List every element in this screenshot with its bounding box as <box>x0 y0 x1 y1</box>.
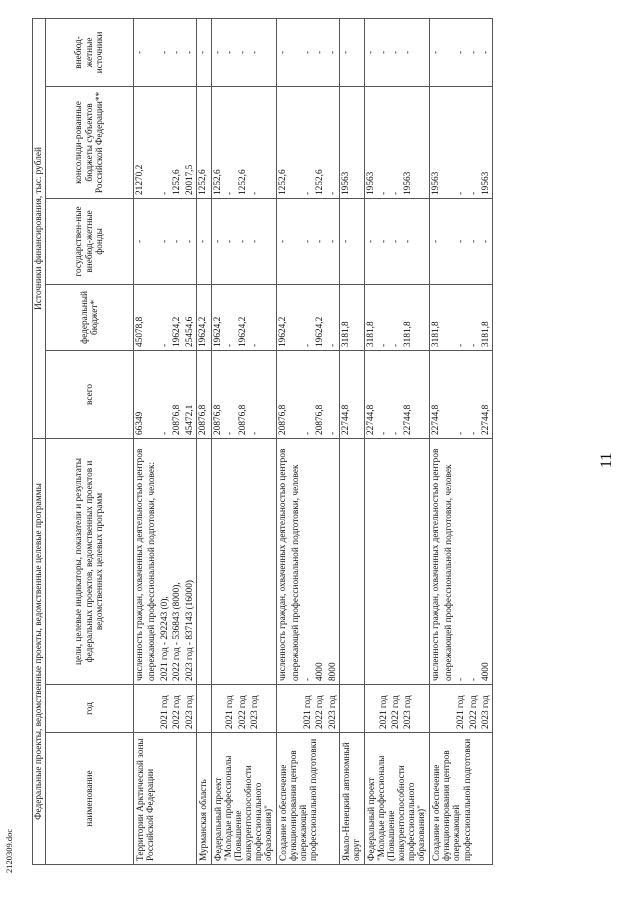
cell-regional-line: - <box>391 191 401 195</box>
header-federal: федеральный бюджет* <box>46 284 134 350</box>
cell-total <box>430 350 493 438</box>
cell-regional-line: - <box>225 191 236 195</box>
cell-total-line: 20876,8 <box>315 404 326 435</box>
cell-federal-line: 19624,2 <box>172 316 183 347</box>
row-name-text: Федеральный проект "Молодые профессионалы (Повышение конкурентоспособности профессионального образования)" <box>367 755 428 861</box>
cell-years-line: 2023 год <box>403 695 414 729</box>
cell-regional-line: 19563 <box>366 171 377 195</box>
header-row-columns <box>46 18 134 864</box>
cell-extra <box>340 18 365 86</box>
cell-goals-line <box>212 439 224 684</box>
cell-state-funds-line: - <box>172 239 183 244</box>
cell-extra-line: - <box>159 50 170 54</box>
row-name-text: Создание и обеспечение функционирования центров опережающей профессиональной подготовки <box>432 738 473 861</box>
cell-extra-line: - <box>378 50 389 54</box>
cell-state-funds-line: - <box>456 239 467 244</box>
cell-goals <box>134 438 197 684</box>
cell-state-funds-line: - <box>184 239 195 244</box>
cell-goals-line <box>249 439 261 684</box>
cell-extra-line: - <box>341 50 352 54</box>
cell-federal-line <box>443 285 455 350</box>
cell-regional-line: 19563 <box>341 171 352 195</box>
cell-extra-line: - <box>327 50 338 54</box>
cell-federal-line: - <box>225 343 236 347</box>
cell-federal <box>134 284 197 350</box>
cell-extra-line: - <box>431 50 442 54</box>
cell-years <box>212 685 277 733</box>
cell-goals <box>365 438 430 684</box>
cell-federal-line: 45078,8 <box>135 316 146 347</box>
cell-state-funds-line: - <box>403 239 414 244</box>
cell-goals-line: - <box>468 677 479 681</box>
cell-federal <box>212 284 277 350</box>
cell-federal <box>365 284 430 350</box>
cell-regional-line: 21270,2 <box>135 164 146 195</box>
cell-extra-line: - <box>456 50 467 54</box>
cell-goals <box>196 438 211 684</box>
cell-regional-line: 19563 <box>403 171 414 195</box>
cell-goals-line: численность граждан, охваченных деятельностью центров <box>431 448 442 681</box>
cell-regional-line: - <box>250 191 261 195</box>
table-row <box>365 18 430 864</box>
cell-federal-line: - <box>159 343 170 347</box>
cell-goals-line <box>390 439 402 684</box>
cell-federal-line: - <box>327 343 338 347</box>
cell-goals-line: опережающей профессиональной подготовки, человек <box>443 464 454 681</box>
cell-total-line: - <box>225 431 236 435</box>
cell-total-line: - <box>159 431 170 435</box>
cell-regional-line <box>146 87 158 198</box>
cell-state-funds-line: - <box>302 239 313 244</box>
cell-goals-line: опережающей профессиональной подготовки, человек <box>290 464 301 681</box>
cell-state-funds-line: - <box>278 239 289 244</box>
cell-total <box>277 350 340 438</box>
cell-state-funds-line: - <box>250 239 261 244</box>
cell-state-funds-line <box>146 199 158 284</box>
cell-extra-line <box>443 19 455 86</box>
cell-state-funds-line: - <box>237 239 248 244</box>
cell-regional-line: 19563 <box>431 171 442 195</box>
header-group-sources: Источники финансирования, тыс. рублей <box>33 18 46 438</box>
cell-extra-line <box>146 19 158 86</box>
cell-total-line: - <box>250 431 261 435</box>
cell-years-line <box>277 685 289 732</box>
cell-regional-line: 1252,6 <box>197 169 208 195</box>
cell-years-line: 2022 год <box>172 695 183 729</box>
cell-regional-line: 1252,6 <box>237 169 248 195</box>
cell-goals-line <box>378 439 390 684</box>
table-row <box>430 18 493 864</box>
cell-name <box>340 733 365 865</box>
cell-federal <box>340 284 365 350</box>
cell-state-funds-line: - <box>391 239 401 244</box>
cell-total-line <box>443 351 455 438</box>
cell-federal-line: 19624,2 <box>278 316 289 347</box>
cell-regional <box>212 86 277 198</box>
cell-state-funds-line: - <box>213 239 224 244</box>
header-name: наименование <box>46 733 134 865</box>
cell-extra-line: - <box>468 50 479 54</box>
cell-years-line <box>430 685 442 732</box>
cell-total-line: - <box>456 431 467 435</box>
cell-extra-line: - <box>391 50 401 54</box>
cell-name <box>277 733 340 865</box>
cell-years-line: 2023 год <box>480 695 491 729</box>
cell-state-funds-line: - <box>159 239 170 244</box>
cell-extra-line: - <box>225 50 236 54</box>
header-extra: внебюд-жетные источники <box>46 18 134 86</box>
row-name-text: Ямало-Ненецкий автономный округ <box>342 742 363 861</box>
cell-total-line: - <box>391 431 401 435</box>
cell-total <box>134 350 197 438</box>
cell-state-funds-line: - <box>378 239 389 244</box>
cell-years-line <box>443 685 455 732</box>
cell-goals <box>277 438 340 684</box>
cell-regional <box>134 86 197 198</box>
cell-regional-line: 1252,6 <box>172 169 183 195</box>
cell-regional-line: 1252,6 <box>315 169 326 195</box>
cell-goals-line: - <box>302 677 313 681</box>
table-row <box>212 18 277 864</box>
cell-extra <box>212 18 277 86</box>
cell-name <box>212 733 277 865</box>
cell-extra <box>365 18 430 86</box>
cell-regional-line: - <box>302 191 313 195</box>
cell-state-funds-line: - <box>480 239 491 244</box>
cell-goals-line <box>237 439 249 684</box>
cell-federal-line: 3181,8 <box>431 321 442 347</box>
cell-regional <box>365 86 430 198</box>
header-year: год <box>46 685 134 733</box>
cell-state-funds <box>277 198 340 284</box>
cell-state-funds-line: - <box>197 239 208 244</box>
cell-total-line: 22744,8 <box>431 404 442 435</box>
cell-federal-line: 19624,2 <box>213 316 224 347</box>
cell-goals-line: 2021 год - 292243 (0), <box>159 596 170 681</box>
cell-goals-line: 4000 <box>315 662 326 681</box>
cell-total <box>365 350 430 438</box>
header-group-programs: Федеральные проекты, ведомственные проекты, ведомственные целевые программы <box>33 438 46 864</box>
cell-total <box>196 350 211 438</box>
cell-extra-line: - <box>315 50 326 54</box>
cell-years <box>134 685 197 733</box>
cell-goals-line <box>402 439 414 684</box>
cell-goals-line: численность граждан, охваченных деятельностью центров <box>135 448 146 681</box>
cell-years <box>196 685 211 733</box>
cell-total-line <box>146 351 158 438</box>
cell-federal-line: - <box>250 343 261 347</box>
cell-name <box>430 733 493 865</box>
cell-years-line <box>290 685 302 732</box>
cell-state-funds-line: - <box>366 239 377 244</box>
cell-extra <box>430 18 493 86</box>
cell-extra-line: - <box>403 50 414 54</box>
cell-extra-line: - <box>366 50 377 54</box>
cell-total-line: 20876,8 <box>278 404 289 435</box>
row-name-text: Мурманская область <box>198 779 209 861</box>
cell-extra <box>277 18 340 86</box>
cell-extra <box>134 18 197 86</box>
cell-state-funds-line: - <box>315 239 326 244</box>
cell-goals-line: - <box>456 677 467 681</box>
row-name-text: Создание и обеспечение функционирования центров опережающей профессиональной подготовки <box>279 738 320 861</box>
cell-years <box>430 685 493 733</box>
cell-years-line: 2022 год <box>391 695 401 729</box>
cell-extra <box>196 18 211 86</box>
cell-years-line: 2022 год <box>315 695 326 729</box>
cell-regional <box>430 86 493 198</box>
cell-federal <box>196 284 211 350</box>
page-number: 11 <box>598 452 615 468</box>
cell-total <box>212 350 277 438</box>
cell-years-line <box>197 685 209 732</box>
cell-regional-line: - <box>468 191 479 195</box>
cell-federal-line: - <box>456 343 467 347</box>
cell-regional-line: 1252,6 <box>278 169 289 195</box>
cell-federal-line <box>146 285 158 350</box>
cell-years-line: 2023 год <box>327 695 338 729</box>
cell-total-line: 20876,8 <box>237 404 248 435</box>
cell-federal-line: 19624,2 <box>237 316 248 347</box>
cell-goals-line: опережающей профессиональной подготовки, человек: <box>147 461 158 681</box>
table-row <box>196 18 211 864</box>
cell-regional <box>196 86 211 198</box>
cell-regional <box>340 86 365 198</box>
cell-state-funds <box>212 198 277 284</box>
cell-federal-line: 19624,2 <box>315 316 326 347</box>
cell-state-funds-line: - <box>431 239 442 244</box>
cell-state-funds <box>340 198 365 284</box>
cell-name <box>365 733 430 865</box>
cell-federal-line: 19624,2 <box>197 316 208 347</box>
cell-federal-line: 3181,8 <box>341 321 352 347</box>
cell-state-funds-line <box>290 199 302 284</box>
cell-goals <box>340 438 365 684</box>
cell-goals <box>212 438 277 684</box>
table-row <box>277 18 340 864</box>
cell-goals <box>430 438 493 684</box>
header-total: всего <box>46 350 134 438</box>
cell-state-funds-line: - <box>135 239 146 244</box>
cell-extra-line: - <box>184 50 195 54</box>
cell-extra-line: - <box>480 50 491 54</box>
cell-years-line: 2023 год <box>184 695 195 729</box>
cell-total-line: 66349 <box>135 411 146 435</box>
cell-years-line <box>212 685 224 732</box>
cell-extra-line: - <box>278 50 289 54</box>
cell-years-line <box>146 685 158 732</box>
cell-state-funds <box>134 198 197 284</box>
cell-goals-line <box>197 439 209 684</box>
cell-years <box>365 685 430 733</box>
cell-years-line: 2022 год <box>468 695 479 729</box>
cell-goals-line: 2023 год - 837143 (16000) <box>184 579 195 681</box>
cell-extra-line: - <box>135 50 146 54</box>
header-goals: цели, целевые индикаторы, показатели и результаты федеральных проектов, ведомственных проектов и ведомственных целевых программ <box>46 438 134 684</box>
cell-total-line: - <box>378 431 389 435</box>
cell-state-funds-line: - <box>341 239 352 244</box>
cell-total-line: 22744,8 <box>480 404 491 435</box>
cell-regional-line: - <box>327 191 338 195</box>
cell-federal-line: 25454,6 <box>184 316 195 347</box>
financing-table <box>32 18 493 865</box>
cell-total-line: 22744,8 <box>403 404 414 435</box>
cell-goals-line: 8000 <box>327 662 338 681</box>
cell-federal-line: 3181,8 <box>480 321 491 347</box>
cell-state-funds-line <box>443 199 455 284</box>
cell-years-line: 2021 год <box>302 695 313 729</box>
cell-name <box>134 733 197 865</box>
cell-years-line: 2021 год <box>456 695 467 729</box>
row-name-text: Территории Арктической зоны Российской Федерации <box>136 738 157 861</box>
footer-code: 2120309.doc <box>4 828 14 873</box>
cell-federal-line: - <box>302 343 313 347</box>
cell-total-line <box>290 351 302 438</box>
table-body <box>134 18 493 864</box>
header-regional: консолиди-рованные бюджеты субъектов Российской Федерации** <box>46 86 134 198</box>
cell-regional-line: 19563 <box>480 171 491 195</box>
cell-extra-line: - <box>197 50 208 54</box>
cell-regional-line: 1252,6 <box>213 169 224 195</box>
cell-years-line <box>134 685 146 732</box>
cell-years-line: 2021 год <box>378 695 389 729</box>
cell-years-line: 2023 год <box>250 695 261 729</box>
cell-state-funds <box>365 198 430 284</box>
cell-total-line: 45472,1 <box>184 404 195 435</box>
cell-total <box>340 350 365 438</box>
cell-state-funds <box>196 198 211 284</box>
cell-extra-line: - <box>250 50 261 54</box>
cell-years-line: 2021 год <box>159 695 170 729</box>
cell-federal <box>430 284 493 350</box>
cell-years-line <box>340 685 352 732</box>
cell-state-funds <box>430 198 493 284</box>
cell-state-funds-line: - <box>327 239 338 244</box>
cell-federal-line: - <box>468 343 479 347</box>
cell-goals-line <box>340 439 352 684</box>
cell-state-funds-line: - <box>225 239 236 244</box>
cell-years-line <box>365 685 377 732</box>
cell-extra-line: - <box>213 50 224 54</box>
cell-years <box>277 685 340 733</box>
cell-goals-line: 4000 <box>480 662 491 681</box>
cell-regional-line: 20017,5 <box>184 164 195 195</box>
cell-regional-line: - <box>159 191 170 195</box>
cell-federal-line: - <box>391 343 401 347</box>
table-row <box>340 18 365 864</box>
cell-goals-line: 2022 год - 536843 (8000), <box>172 582 183 681</box>
cell-total-line: 20876,8 <box>172 404 183 435</box>
cell-years <box>340 685 365 733</box>
cell-goals-line: численность граждан, охваченных деятельностью центров <box>278 448 289 681</box>
cell-total-line: - <box>468 431 479 435</box>
cell-total-line: 20876,8 <box>197 404 208 435</box>
table-row <box>134 18 197 864</box>
cell-total-line: 22744,8 <box>341 404 352 435</box>
cell-total-line: - <box>327 431 338 435</box>
cell-extra-line <box>290 19 302 86</box>
cell-extra-line: - <box>172 50 183 54</box>
cell-federal <box>277 284 340 350</box>
cell-state-funds-line: - <box>468 239 479 244</box>
cell-regional-line: - <box>378 191 389 195</box>
cell-total-line: - <box>302 431 313 435</box>
cell-regional-line <box>443 87 455 198</box>
cell-federal-line: - <box>378 343 389 347</box>
header-row-groups <box>33 18 46 864</box>
cell-federal-line <box>290 285 302 350</box>
header-state-funds: государствен-ные внебюд-жетные фонды <box>46 198 134 284</box>
cell-regional <box>277 86 340 198</box>
cell-goals-line <box>365 439 377 684</box>
cell-extra-line: - <box>302 50 313 54</box>
cell-federal-line: 3181,8 <box>366 321 377 347</box>
cell-years-line: 2022 год <box>237 695 248 729</box>
cell-regional-line: - <box>456 191 467 195</box>
cell-name <box>196 733 211 865</box>
cell-total-line: 20876,8 <box>213 404 224 435</box>
cell-extra-line: - <box>237 50 248 54</box>
cell-federal-line: 3181,8 <box>403 321 414 347</box>
row-name-text: Федеральный проект "Молодые профессионалы (Повышение конкурентоспособности профессионального образования)" <box>214 755 275 861</box>
cell-total-line: 22744,8 <box>366 404 377 435</box>
cell-goals-line <box>224 439 236 684</box>
cell-years-line: 2021 год <box>225 695 236 729</box>
cell-regional-line <box>290 87 302 198</box>
